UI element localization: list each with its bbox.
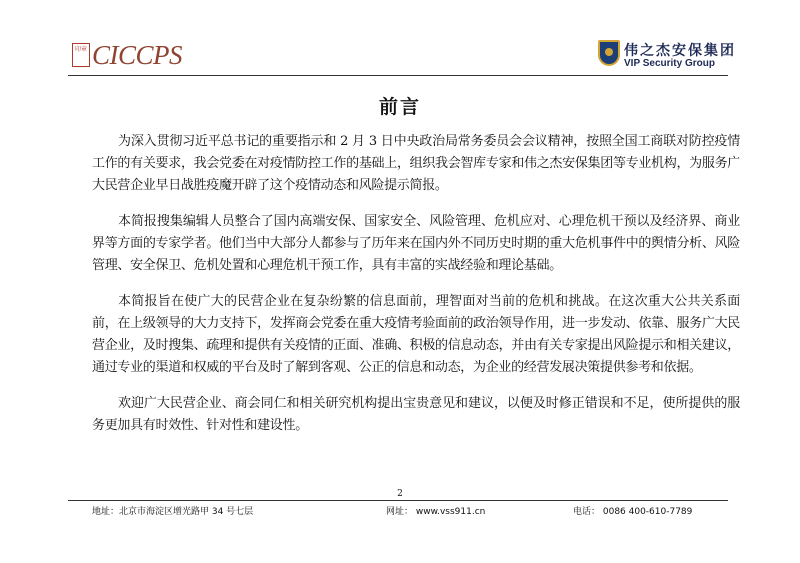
paragraph-2: 本简报搜集编辑人员整合了国内高端安保、国家安全、风险管理、危机应对、心理危机干预以及经济界、商业界等方面的专家学者。他们当中大部分人都参与了历年来在国内外不同历史时期的重大危机事件中的舆情分析、风险管理、安全保卫、危机处置和心理危机干预工作，具有丰富的实战经验和理论基础。 <box>92 214 740 273</box>
preface-body <box>92 131 740 451</box>
paragraph-3: 本简报旨在使广大的民营企业在复杂纷繁的信息面前，理智面对当前的危机和挑战。在这次重大公共关系面前，在上级领导的大力支持下，发挥商会党委在重大疫情考验面前的政治领导作用，进一步发动、依靠、服务广大民营企业，及时搜集、疏理和提供有关疫情的正面、准确、积极的信息动态，并由有关专家提出风险提示和相关建议，通过专业的渠道和权威的平台及时了解到客观、公正的信息和动态，为企业的经营发展决策提供参考和依据。 <box>92 294 740 375</box>
seal-icon: 印章 <box>72 43 90 67</box>
paragraph-4: 欢迎广大民营企业、商会同仁和相关研究机构提出宝贵意见和建议，以便及时修正错误和不足，使所提供的服务更加具有时效性、针对性和建设性。 <box>92 396 740 433</box>
footer-phone: 电话： 0086 400-610-7789 <box>573 507 693 517</box>
footer-website: 网址： www.vss911.cn <box>386 507 486 517</box>
vip-logo-en: VIP Security Group <box>624 58 715 69</box>
shield-icon <box>598 40 620 66</box>
paragraph-1: 为深入贯彻习近平总书记的重要指示和 2 月 3 日中央政治局常务委员会会议精神，按照全国工商联对防控疫情工作的有关要求，我会党委在对疫情防控工作的基础上，组织我会智库专家和伟之杰安保集团等专业机构，为服务广大民营企业早日战胜疫魔开辟了这个疫情动态和风险提示简报。 <box>92 134 740 193</box>
page-number: 2 <box>397 489 403 499</box>
page-header <box>0 0 800 80</box>
footer-address: 地址：北京市海淀区增光路甲 34 号七层 <box>92 507 254 517</box>
footer-divider <box>68 500 728 501</box>
header-divider <box>68 75 728 76</box>
vip-logo-cn: 伟之杰安保集团 <box>624 43 736 59</box>
page-title: 前言 <box>378 96 421 118</box>
ciccps-logo: CICCPS <box>92 40 183 70</box>
